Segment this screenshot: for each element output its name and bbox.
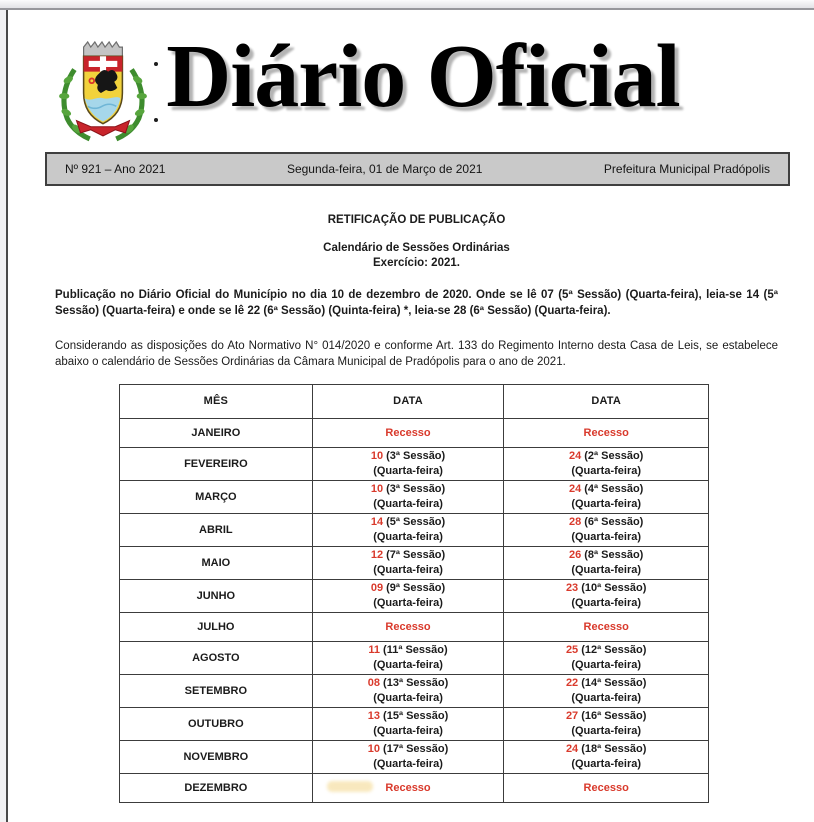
window-top-edge <box>0 0 814 10</box>
highlight-smudge <box>327 781 373 792</box>
table-row <box>120 419 709 448</box>
session-number: (13ª Sessão) <box>383 677 449 689</box>
table-row <box>120 774 709 803</box>
municipality-name: Prefeitura Municipal Pradópolis <box>603 162 770 176</box>
session-number: (8ª Sessão) <box>584 549 644 561</box>
session-number: (2ª Sessão) <box>584 450 644 462</box>
session-weekday: (Quarta-feira) <box>373 531 443 543</box>
date-cell <box>312 448 504 481</box>
subtitle-line-1: Calendário de Sessões Ordinárias <box>323 242 510 254</box>
session-day: 24 <box>565 743 579 755</box>
edition-number: Nº 921 – Ano 2021 <box>65 162 166 176</box>
session-weekday: (Quarta-feira) <box>571 564 642 576</box>
table-row <box>120 481 709 514</box>
date-cell <box>504 481 709 514</box>
date-cell <box>312 741 504 774</box>
document-body <box>8 186 814 803</box>
session-day: 26 <box>569 549 582 561</box>
date-cell <box>312 481 504 514</box>
date-cell <box>504 741 709 774</box>
date-cell <box>312 675 504 708</box>
header-month: MÊS <box>120 385 313 419</box>
session-weekday: (Quarta-feira) <box>373 564 443 576</box>
header-date-1: DATA <box>312 385 504 419</box>
month-cell: JUNHO <box>120 580 313 613</box>
date-cell <box>312 547 504 580</box>
table-row <box>120 741 709 774</box>
session-day: 11 <box>368 644 381 656</box>
date-cell <box>504 774 709 803</box>
date-cell <box>504 642 709 675</box>
table-header-row <box>120 385 709 419</box>
session-number: (3ª Sessão) <box>386 483 446 495</box>
session-number: (12ª Sessão) <box>581 644 647 656</box>
session-weekday: (Quarta-feira) <box>373 692 443 704</box>
session-weekday: (Quarta-feira) <box>571 758 642 770</box>
document-subtitle <box>55 241 778 271</box>
date-cell <box>504 514 709 547</box>
date-cell <box>504 547 709 580</box>
recess-label: Recesso <box>385 781 431 794</box>
month-cell: NOVEMBRO <box>120 741 313 774</box>
session-number: (18ª Sessão) <box>581 743 647 755</box>
session-number: (11ª Sessão) <box>383 644 448 656</box>
session-weekday: (Quarta-feira) <box>571 659 642 671</box>
recess-label: Recesso <box>385 426 431 439</box>
table-row <box>120 547 709 580</box>
session-day: 14 <box>370 516 384 528</box>
session-day: 22 <box>565 677 579 689</box>
table-row <box>120 613 709 642</box>
session-weekday: (Quarta-feira) <box>571 725 642 737</box>
table-row <box>120 580 709 613</box>
session-day: 10 <box>370 483 384 495</box>
session-weekday: (Quarta-feira) <box>373 659 443 671</box>
sessions-calendar-table <box>119 384 709 803</box>
session-number: (16ª Sessão) <box>581 710 647 722</box>
session-day: 24 <box>569 450 582 462</box>
date-cell <box>312 613 504 642</box>
session-number: (7ª Sessão) <box>386 549 446 561</box>
document-page <box>8 10 814 822</box>
session-weekday: (Quarta-feira) <box>373 498 443 510</box>
considerations-paragraph: Considerando as disposições do Ato Normativo N° 014/2020 e conforme Art. 133 do Regimento Interno desta Casa de Leis, se estabelece abaixo o calendário de Sessões Ordinárias da Câmara Municipal de Pradópolis para o ano de 2021. <box>55 340 778 368</box>
recess-label: Recesso <box>385 620 431 633</box>
month-cell: DEZEMBRO <box>120 774 313 803</box>
month-cell: JANEIRO <box>120 419 313 448</box>
date-cell <box>312 419 504 448</box>
date-cell <box>504 708 709 741</box>
session-day: 23 <box>565 582 579 594</box>
session-weekday: (Quarta-feira) <box>373 758 443 770</box>
recess-label: Recesso <box>583 426 629 439</box>
publication-date: Segunda-feira, 01 de Março de 2021 <box>286 162 483 176</box>
month-cell: MARÇO <box>120 481 313 514</box>
session-number: (9ª Sessão) <box>386 582 446 594</box>
session-day: 10 <box>370 450 384 462</box>
month-cell: FEVEREIRO <box>120 448 313 481</box>
session-number: (15ª Sessão) <box>383 710 449 722</box>
date-cell <box>312 580 504 613</box>
date-cell <box>312 708 504 741</box>
recess-label: Recesso <box>583 781 629 794</box>
session-day: 12 <box>370 549 384 561</box>
table-row <box>120 675 709 708</box>
month-cell: OUTUBRO <box>120 708 313 741</box>
session-weekday: (Quarta-feira) <box>571 465 642 477</box>
date-cell <box>312 642 504 675</box>
table-row <box>120 708 709 741</box>
month-cell: ABRIL <box>120 514 313 547</box>
date-cell <box>504 613 709 642</box>
document-title: RETIFICAÇÃO DE PUBLICAÇÃO <box>327 214 506 226</box>
session-weekday: (Quarta-feira) <box>571 692 642 704</box>
header-date-2: DATA <box>504 385 709 419</box>
recess-label: Recesso <box>583 620 629 633</box>
session-day: 09 <box>370 582 384 594</box>
date-cell <box>504 580 709 613</box>
table-row <box>120 514 709 547</box>
session-number: (3ª Sessão) <box>386 450 446 462</box>
session-day: 27 <box>565 710 579 722</box>
print-speck <box>154 62 158 66</box>
session-day: 08 <box>367 677 381 689</box>
month-cell: AGOSTO <box>120 642 313 675</box>
date-cell <box>312 514 504 547</box>
print-speck <box>154 118 158 122</box>
table-row <box>120 642 709 675</box>
session-number: (17ª Sessão) <box>383 743 449 755</box>
session-weekday: (Quarta-feira) <box>571 531 642 543</box>
month-cell: MAIO <box>120 547 313 580</box>
month-cell: JULHO <box>120 613 313 642</box>
window-left-edge <box>0 10 8 822</box>
session-number: (6ª Sessão) <box>584 516 644 528</box>
session-weekday: (Quarta-feira) <box>373 725 443 737</box>
subtitle-line-2: Exercício: 2021. <box>373 257 460 269</box>
session-day: 25 <box>565 644 579 656</box>
session-number: (4ª Sessão) <box>584 483 644 495</box>
session-weekday: (Quarta-feira) <box>571 597 642 609</box>
session-day: 13 <box>367 710 381 722</box>
date-cell <box>312 774 504 803</box>
session-weekday: (Quarta-feira) <box>373 597 443 609</box>
session-number: (14ª Sessão) <box>581 677 647 689</box>
session-number: (5ª Sessão) <box>386 516 446 528</box>
session-weekday: (Quarta-feira) <box>373 465 443 477</box>
rectification-paragraph: Publicação no Diário Oficial do Município no dia 10 de dezembro de 2020. Onde se lê 07 (5ª Sessão) (Quarta-feira), leia-se 14 (5ª Sessão) (Quarta-feira) e onde se lê 22 (6ª Sessão) (Quinta-feira) *, leia-se 28 (6ª Sessão) (Quarta-feira). <box>55 289 778 317</box>
info-bar <box>45 152 790 186</box>
date-cell <box>504 419 709 448</box>
month-cell: SETEMBRO <box>120 675 313 708</box>
date-cell <box>504 448 709 481</box>
masthead <box>8 10 814 152</box>
masthead-title: Diário Oficial <box>166 27 680 126</box>
session-day: 24 <box>569 483 582 495</box>
session-day: 28 <box>569 516 582 528</box>
table-row <box>120 448 709 481</box>
session-weekday: (Quarta-feira) <box>571 498 642 510</box>
session-day: 10 <box>367 743 381 755</box>
session-number: (10ª Sessão) <box>581 582 647 594</box>
date-cell <box>504 675 709 708</box>
